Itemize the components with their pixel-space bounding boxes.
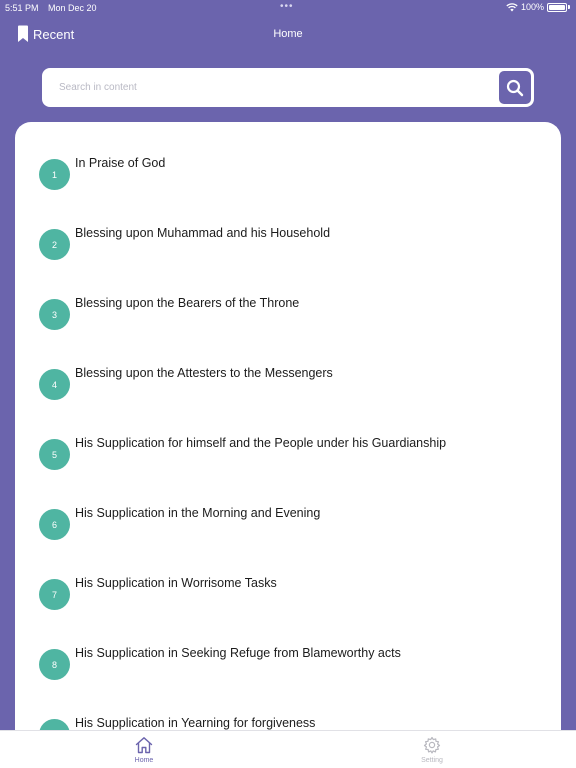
list-item-number-badge: 2 xyxy=(39,229,70,260)
gear-icon xyxy=(422,735,442,755)
list-item[interactable] xyxy=(15,366,561,426)
list-item[interactable] xyxy=(15,296,561,356)
battery-icon xyxy=(547,3,567,12)
tab-bar xyxy=(0,730,576,768)
wifi-icon xyxy=(506,3,518,12)
list-item-title: His Supplication in Worrisome Tasks xyxy=(75,576,277,590)
list-item-number-badge: 1 xyxy=(39,159,70,190)
page-title: Home xyxy=(273,28,303,40)
list-item-title: His Supplication in Seeking Refuge from Blameworthy acts xyxy=(75,646,401,660)
list-item-title: Blessing upon Muhammad and his Household xyxy=(75,226,331,240)
list-item-number-badge: 7 xyxy=(39,579,70,610)
list-item-title: His Supplication in Yearning for forgiveness xyxy=(75,716,316,730)
list-item-title: His Supplication in the Morning and Evening xyxy=(75,506,321,520)
list-item[interactable] xyxy=(15,506,561,566)
list-item-number-badge: 5 xyxy=(39,439,70,470)
status-indicators xyxy=(506,2,570,12)
search-bar xyxy=(42,68,534,107)
search-icon xyxy=(506,79,524,97)
tab-home-label: Home xyxy=(134,757,154,764)
list-item[interactable] xyxy=(15,156,561,216)
list-item-number-badge: 6 xyxy=(39,509,70,540)
list-item[interactable] xyxy=(15,646,561,706)
list-item[interactable] xyxy=(15,576,561,636)
list-item[interactable] xyxy=(15,436,561,496)
list-item-number-badge: 3 xyxy=(39,299,70,330)
list-item-title: Blessing upon the Attesters to the Messengers xyxy=(75,366,333,380)
tab-setting[interactable] xyxy=(402,735,462,764)
list-item[interactable] xyxy=(15,226,561,286)
battery-percent: 100% xyxy=(520,2,544,12)
search-button[interactable] xyxy=(497,69,533,106)
status-bar xyxy=(0,0,576,16)
battery-tip xyxy=(568,5,570,9)
list-item-number-badge: 8 xyxy=(39,649,70,680)
search-input[interactable] xyxy=(52,76,492,98)
list-item-title: In Praise of God xyxy=(75,156,166,170)
status-date: Mon Dec 20 xyxy=(48,3,97,13)
list-item-number-badge: 4 xyxy=(39,369,70,400)
home-icon xyxy=(134,735,154,755)
tab-home[interactable] xyxy=(114,735,174,764)
supplication-list xyxy=(15,122,561,742)
multitasking-dots-icon[interactable]: ••• xyxy=(280,1,294,12)
navigation-bar xyxy=(0,22,576,50)
tab-setting-label: Setting xyxy=(421,757,443,764)
list-item-title: His Supplication for himself and the People under his Guardianship xyxy=(75,436,447,450)
recent-label: Recent xyxy=(33,26,75,42)
list-item-title: Blessing upon the Bearers of the Throne xyxy=(75,296,300,310)
status-time: 5:51 PM xyxy=(5,3,39,13)
